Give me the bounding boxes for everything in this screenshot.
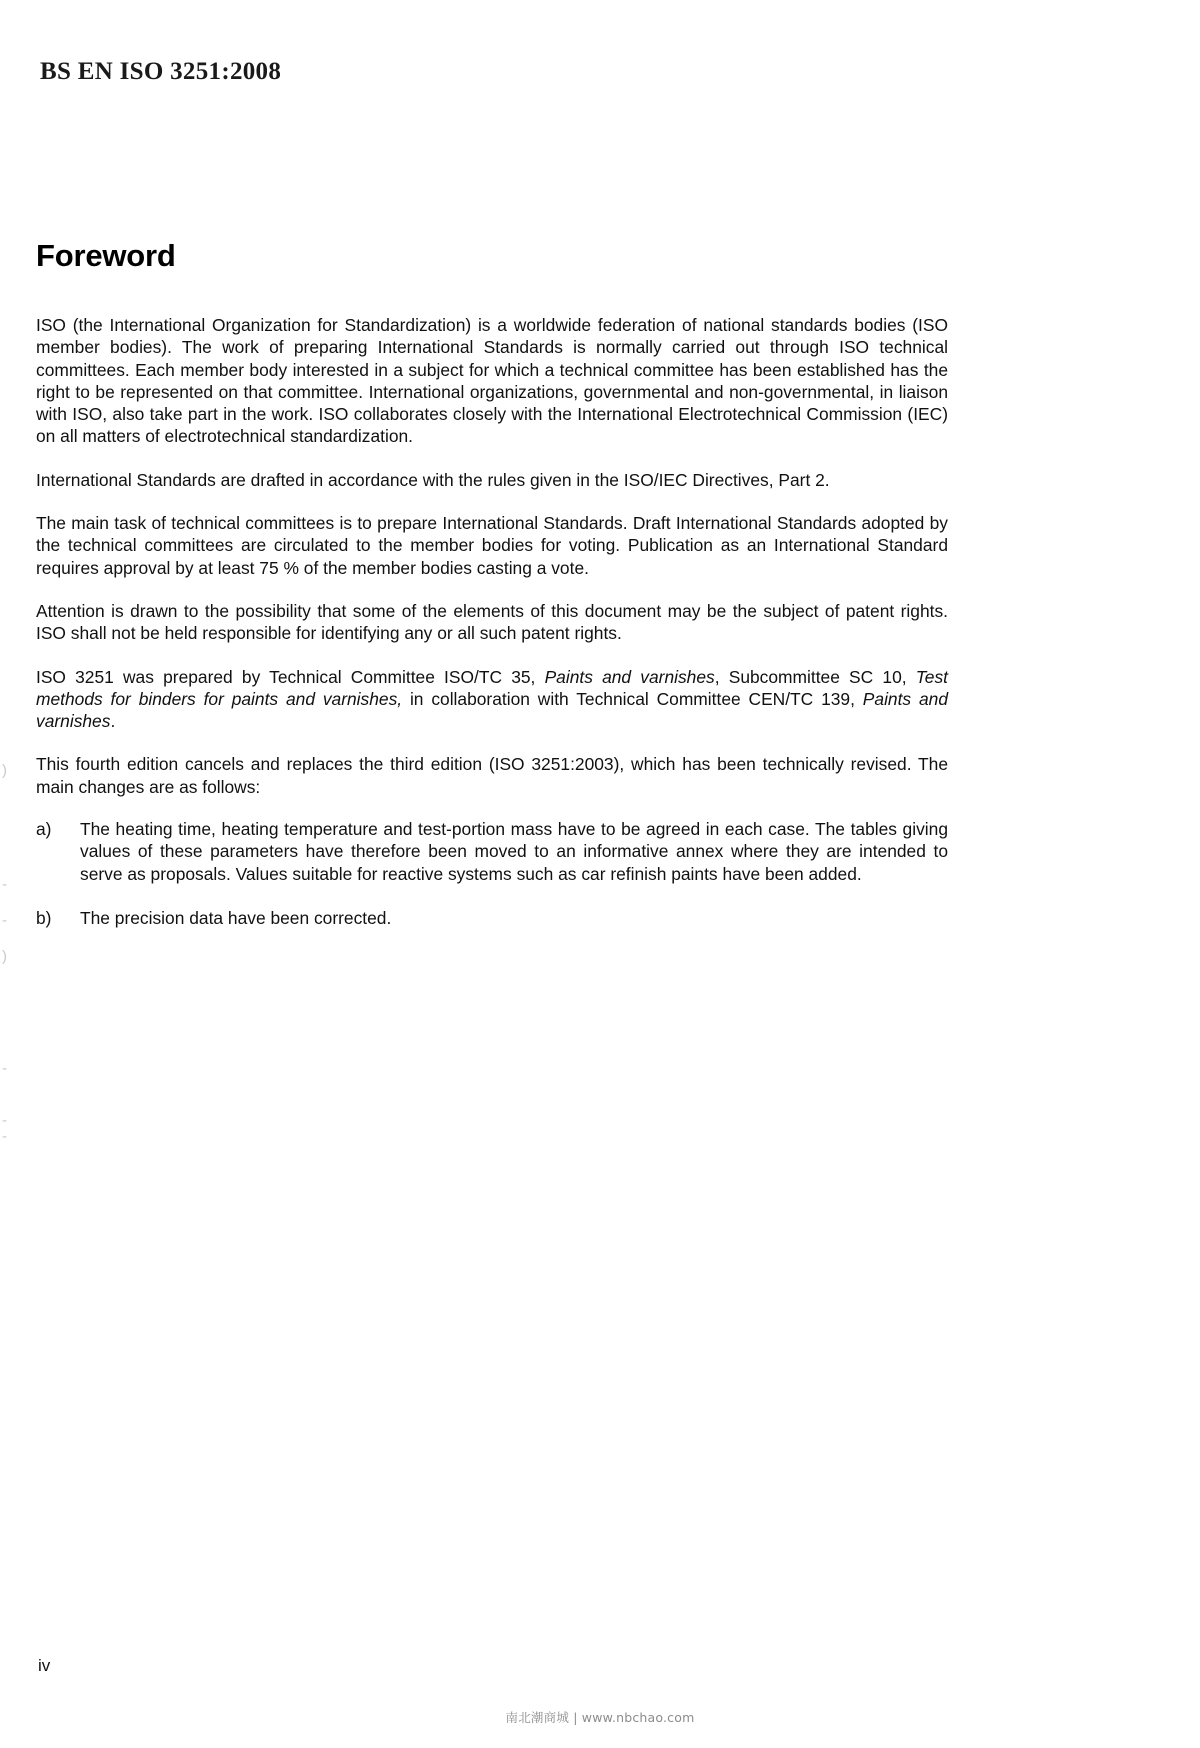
text-run: in collaboration with Technical Committee CEN/TC 139,: [402, 688, 863, 709]
text-run: ISO 3251 was prepared by Technical Committee ISO/TC 35,: [36, 666, 545, 687]
list-item: [36, 907, 948, 929]
paragraph-directives: [36, 469, 948, 491]
foreword-section: [36, 238, 948, 929]
changes-list: [36, 818, 948, 929]
text-run: International Standards are drafted in accordance with the rules given in the ISO/IEC Directives, Part 2.: [36, 469, 830, 490]
scan-artifact: -: [2, 876, 7, 893]
scan-artifact: -: [2, 912, 7, 929]
paragraph-patent-rights: [36, 600, 948, 645]
scan-artifact: ): [2, 762, 7, 779]
scan-artifact: -: [2, 1060, 7, 1077]
list-marker: a): [36, 819, 52, 840]
list-item-text: The heating time, heating temperature and test-portion mass have to be agreed in each case. The tables giving values of these parameters have therefore been moved to an informative annex where they are intended to serve as proposals. Values suitable for reactive systems such as car refinish paints have been added.: [80, 819, 948, 884]
page-number: iv: [38, 1656, 51, 1675]
italic-run: Paints and varnishes: [36, 688, 948, 732]
text-run: .: [110, 711, 116, 732]
running-header: BS EN ISO 3251:2008: [40, 58, 282, 85]
paragraph-iso-intro: [36, 314, 948, 448]
list-item: [36, 818, 948, 885]
scan-artifact: -: [2, 1112, 7, 1129]
scan-artifact: -: [2, 1128, 7, 1145]
page-title: Foreword: [36, 238, 176, 273]
italic-run: Test methods for binders for paints and varnishes,: [36, 666, 948, 709]
text-run: , Subcommittee SC 10,: [714, 666, 916, 687]
list-marker: b): [36, 907, 52, 928]
watermark: 南北潮商城 | www.nbchao.com: [505, 1710, 695, 1725]
text-run: ISO (the International Organization for Standardization) is a worldwide federation of national standards bodies (ISO member bodies). The work of preparing International Standards is normally carried out through ISO technical committees. Each member body interested in a subject for which a technical committee has been established has the right to be represented on that committee. International organizations, governmental and non-governmental, in liaison with ISO, also take part in the work. ISO collaborates closely with the International Electrotechnical Commission (IEC) on all matters of electrotechnical standardization.: [36, 315, 948, 447]
paragraph-edition-note: [36, 753, 948, 798]
italic-run: Paints and varnishes: [544, 666, 715, 687]
paragraph-preparation: [36, 666, 948, 733]
text-run: Attention is drawn to the possibility that some of the elements of this document may be the subject of patent rights. ISO shall not be held responsible for identifying any or all such patent rights.: [36, 600, 948, 644]
text-run: The main task of technical committees is to prepare International Standards. Draft International Standards adopted by the technical committees are circulated to the member bodies for voting. Publication as an International Standard requires approval by at least 75 % of the member bodies casting a vote.: [36, 513, 948, 578]
text-run: This fourth edition cancels and replaces the third edition (ISO 3251:2003), which has been technically revised. The main changes are as follows:: [36, 754, 948, 797]
scan-artifact: ): [2, 948, 7, 965]
list-item-text: The precision data have been corrected.: [80, 907, 392, 928]
paragraph-main-task: [36, 512, 948, 579]
